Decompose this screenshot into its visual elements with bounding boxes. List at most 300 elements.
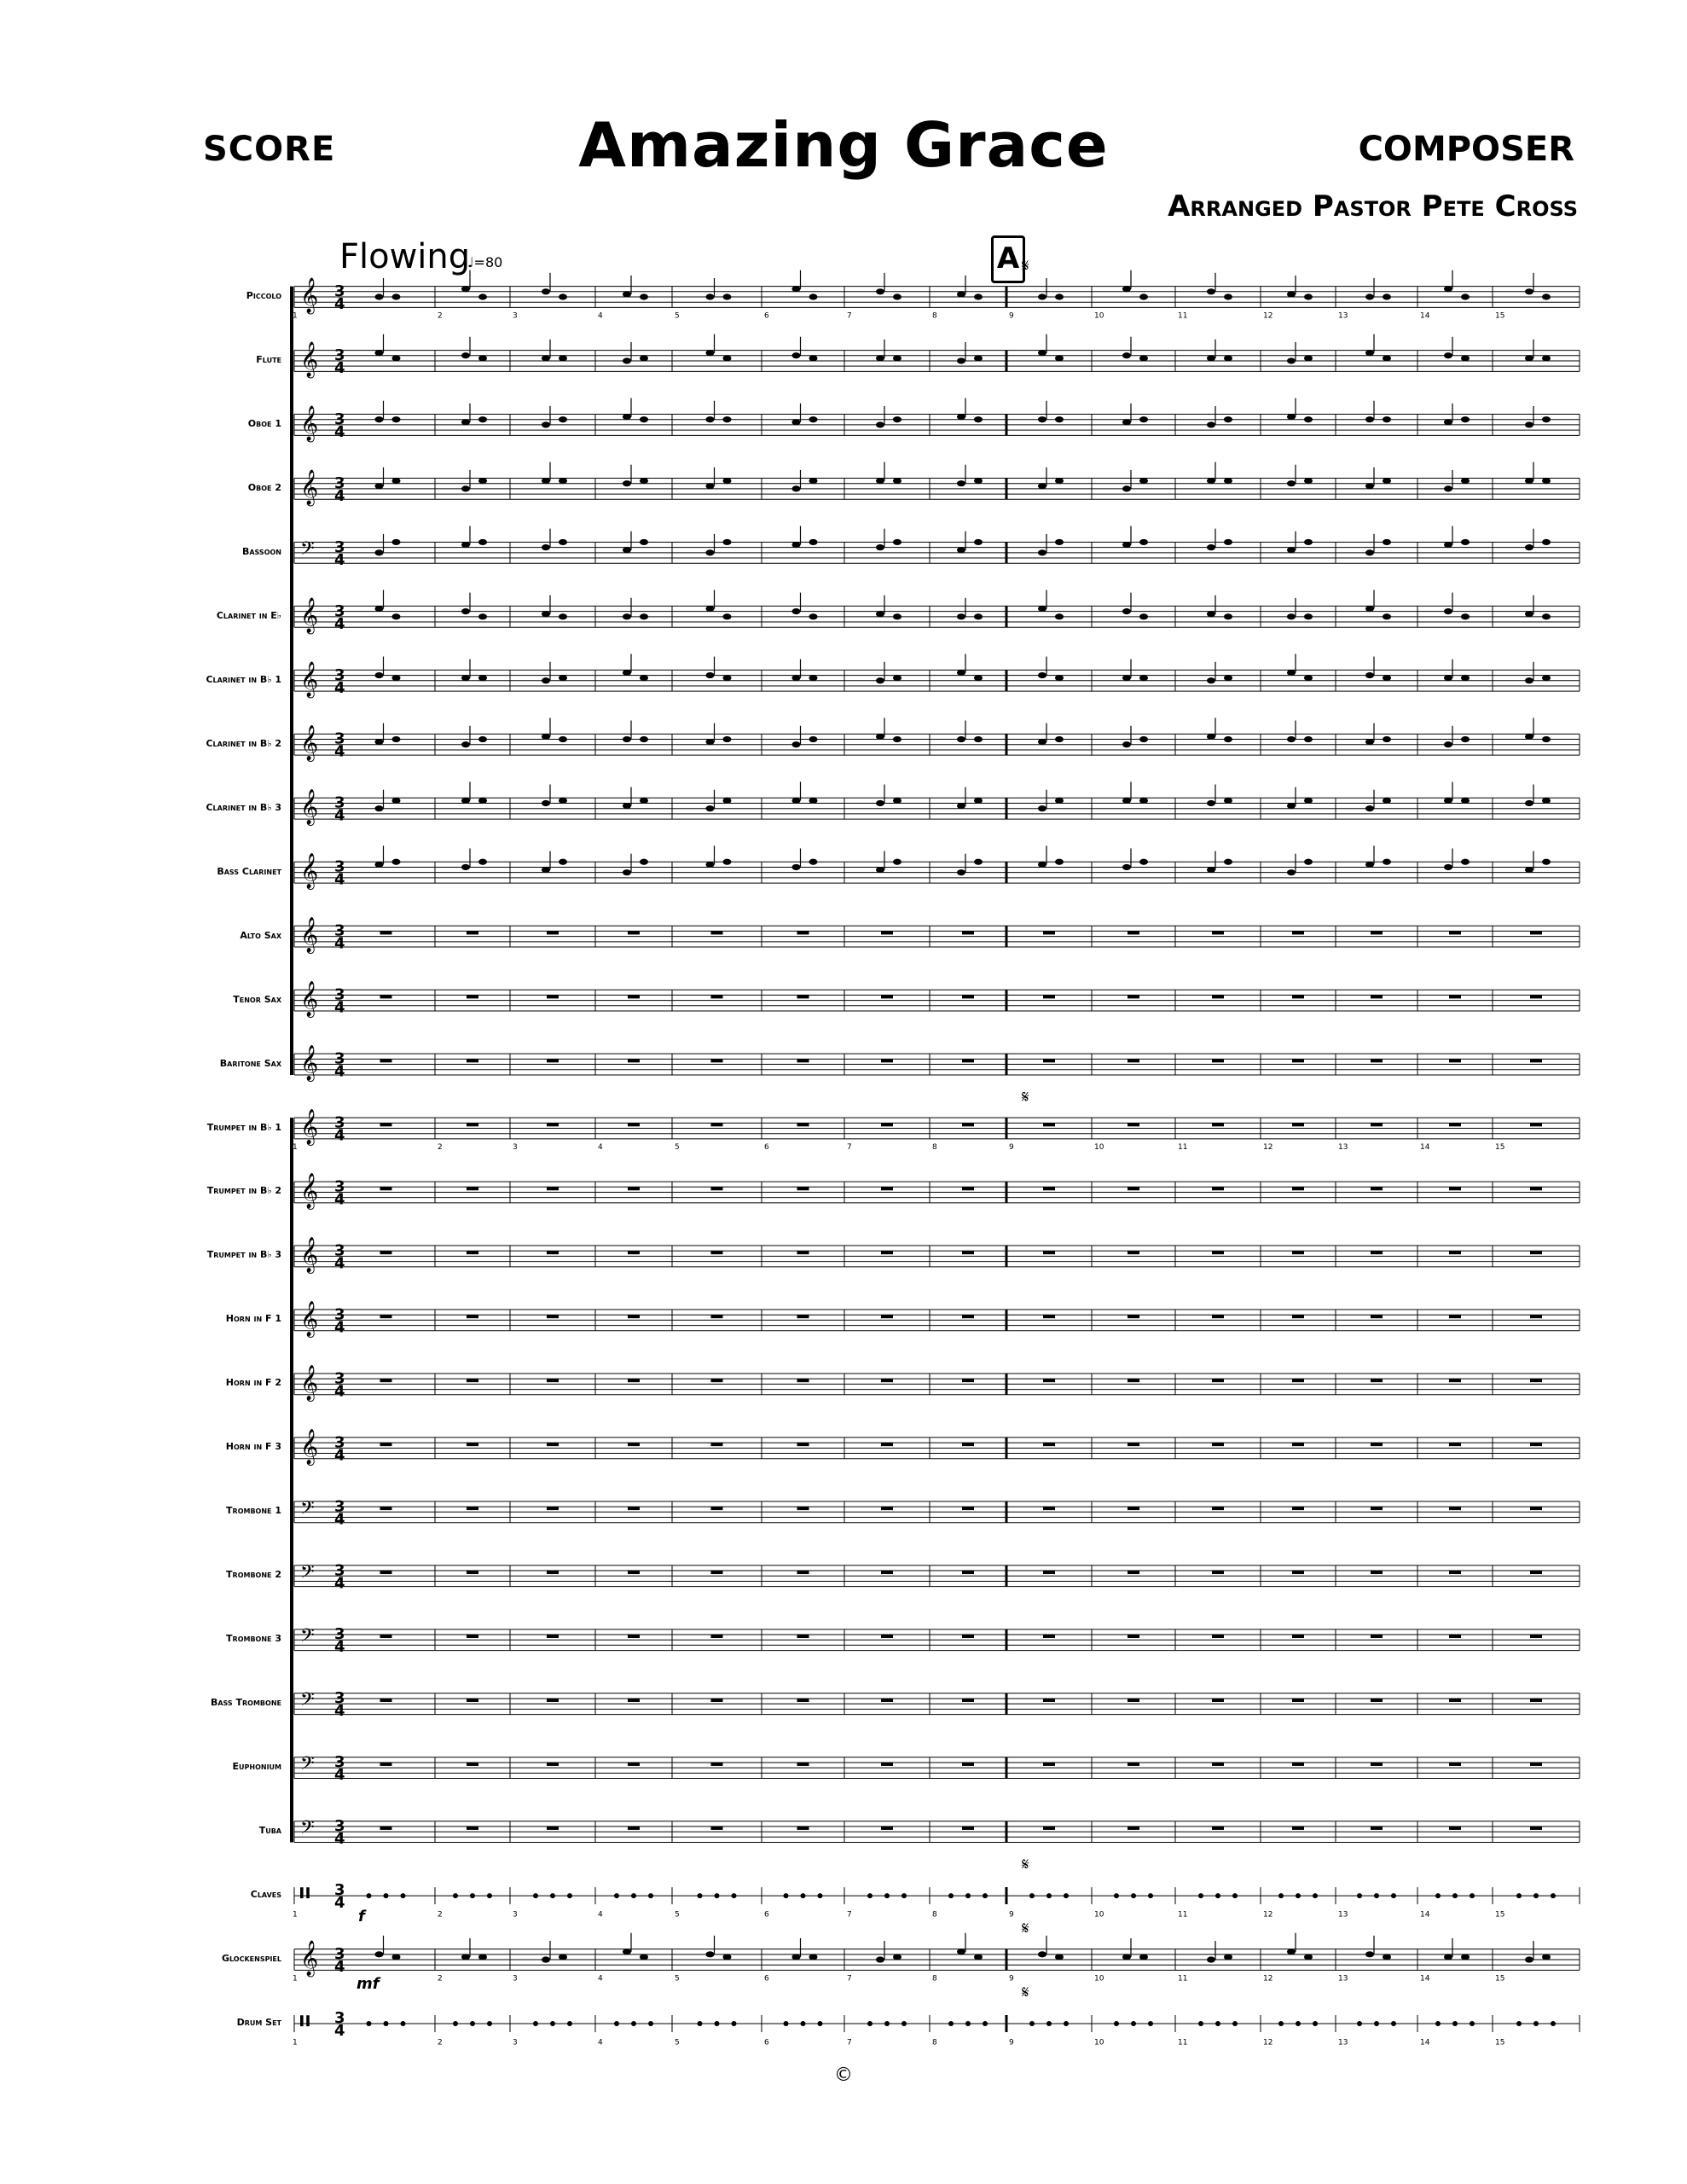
note-head <box>715 2021 720 2026</box>
whole-rest <box>1530 1763 1542 1766</box>
note-head <box>1224 416 1232 422</box>
note-head <box>640 355 648 361</box>
whole-rest <box>1128 1379 1139 1382</box>
time-signature-bottom: 4 <box>334 1894 345 1913</box>
time-signature-bottom: 4 <box>334 1766 345 1785</box>
note-head <box>1525 1956 1533 1962</box>
note-head <box>640 859 648 865</box>
note-head <box>375 739 384 745</box>
segno-icon: 𝄋 <box>1022 1982 1029 2002</box>
time-signature-top: 3 <box>334 601 345 620</box>
whole-rest <box>1371 1443 1383 1446</box>
clef-icon: 𝄞 <box>300 341 319 377</box>
whole-rest <box>711 1763 723 1766</box>
note-head <box>1357 2021 1362 2026</box>
note-head <box>1055 478 1064 484</box>
whole-rest <box>628 1827 640 1830</box>
clef-icon: 𝄞 <box>300 469 319 505</box>
note-head <box>1207 800 1215 806</box>
whole-rest <box>1449 1251 1461 1254</box>
whole-rest <box>467 1571 478 1574</box>
clef-icon: 𝄢 <box>300 1817 315 1844</box>
note-head <box>461 485 470 491</box>
note-head <box>1064 1893 1069 1898</box>
note-head <box>1461 355 1470 361</box>
clef-icon: 𝄞 <box>300 1365 319 1401</box>
note-head <box>375 606 384 612</box>
note-head <box>698 1893 703 1898</box>
note-head <box>1357 1893 1362 1898</box>
measure-number: 7 <box>847 1910 852 1920</box>
note-head <box>1114 2021 1119 2026</box>
whole-rest <box>962 931 974 934</box>
note-head <box>1148 2021 1153 2026</box>
time-signature-top: 3 <box>334 1433 345 1452</box>
note-head <box>706 1951 715 1957</box>
note-head <box>1055 613 1064 619</box>
note-head <box>392 478 401 484</box>
note-head <box>1525 677 1533 683</box>
measure-number: 9 <box>1009 311 1014 321</box>
whole-rest <box>962 1059 974 1062</box>
note-head <box>470 2021 475 2026</box>
note-head <box>1207 1956 1215 1962</box>
whole-rest <box>467 995 478 998</box>
measure-number: 4 <box>598 1974 603 1984</box>
time-signature-bottom: 4 <box>334 422 345 441</box>
whole-rest <box>881 1059 893 1062</box>
whole-rest <box>1530 1379 1542 1382</box>
measure-number: 10 <box>1094 311 1104 321</box>
whole-rest <box>1128 1251 1139 1254</box>
rehearsal-mark: A <box>991 235 1025 283</box>
note-head <box>631 2021 636 2026</box>
time-signature-top: 3 <box>334 1689 345 1708</box>
note-head <box>1383 416 1391 422</box>
whole-rest <box>1292 1123 1304 1126</box>
note-head <box>461 608 470 614</box>
note-head <box>1122 675 1131 681</box>
whole-rest <box>881 1571 893 1574</box>
note-head <box>1525 478 1533 484</box>
whole-rest <box>881 1827 893 1830</box>
note-head <box>478 1954 487 1960</box>
whole-rest <box>797 1315 809 1318</box>
whole-rest <box>711 1187 723 1190</box>
clef-icon: 𝄢 <box>300 1753 315 1780</box>
note-head <box>1365 293 1374 299</box>
note-head <box>974 293 983 299</box>
note-head <box>640 613 648 619</box>
clef-icon: 𝄥 <box>300 2005 310 2040</box>
whole-rest <box>881 1251 893 1254</box>
note-head <box>876 867 884 873</box>
instrument-label: Alto Sax <box>240 929 281 941</box>
whole-rest <box>1371 1827 1383 1830</box>
note-head <box>559 478 567 484</box>
whole-rest <box>1371 1379 1383 1382</box>
instrument-label: Baritone Sax <box>219 1057 281 1069</box>
note-head <box>1444 864 1452 870</box>
note-head <box>392 539 401 545</box>
whole-rest <box>628 1059 640 1062</box>
segno-icon: 𝄋 <box>1022 1854 1029 1875</box>
note-head <box>1224 798 1232 804</box>
whole-rest <box>1043 1635 1055 1638</box>
whole-rest <box>467 1507 478 1510</box>
note-head <box>1304 355 1313 361</box>
note-head <box>542 544 550 550</box>
whole-rest <box>547 1571 559 1574</box>
note-head <box>478 416 487 422</box>
whole-rest <box>1043 1763 1055 1766</box>
segno-icon: 𝄋 <box>1022 1918 1029 1939</box>
note-head <box>1055 1954 1064 1960</box>
note-head <box>1444 419 1452 425</box>
note-head <box>1224 1954 1232 1960</box>
whole-rest <box>547 931 559 934</box>
note-head <box>401 1893 406 1898</box>
note-head <box>1148 1893 1153 1898</box>
whole-rest <box>881 1315 893 1318</box>
whole-rest <box>797 1251 809 1254</box>
note-head <box>1038 549 1046 555</box>
note-head <box>1207 677 1215 683</box>
note-head <box>1139 859 1148 865</box>
note-head <box>801 1893 806 1898</box>
note-head <box>1278 2021 1284 2026</box>
whole-rest <box>1292 995 1304 998</box>
instrument-label: Horn in F 3 <box>225 1441 281 1453</box>
whole-rest <box>380 1507 392 1510</box>
composer-credit: COMPOSER <box>1358 130 1574 169</box>
whole-rest <box>797 1123 809 1126</box>
note-head <box>893 539 901 545</box>
whole-rest <box>711 1059 723 1062</box>
clef-icon: 𝄢 <box>300 1689 315 1716</box>
time-signature-top: 3 <box>334 921 345 940</box>
note-head <box>1055 539 1064 545</box>
time-signature-top: 3 <box>334 537 345 556</box>
whole-rest <box>1212 1635 1224 1638</box>
measure-number: 12 <box>1263 1142 1273 1152</box>
measure-number: 13 <box>1338 311 1348 321</box>
note-head <box>648 1893 653 1898</box>
note-head <box>550 1893 555 1898</box>
measure-number: 3 <box>513 1910 518 1920</box>
instrument-label: Oboe 1 <box>247 417 281 429</box>
note-head <box>648 2021 653 2026</box>
note-head <box>876 611 884 617</box>
note-head <box>640 1954 648 1960</box>
note-head <box>792 352 801 358</box>
note-head <box>957 736 965 742</box>
note-head <box>1207 355 1215 361</box>
note-head <box>809 478 818 484</box>
note-head <box>375 350 384 356</box>
note-head <box>1122 286 1131 292</box>
whole-rest <box>1128 1827 1139 1830</box>
note-head <box>1444 542 1452 548</box>
time-signature-top: 3 <box>334 473 345 492</box>
measure-number: 11 <box>1178 1974 1188 1984</box>
time-signature-top: 3 <box>334 1113 345 1132</box>
whole-rest <box>547 1507 559 1510</box>
note-head <box>784 2021 789 2026</box>
whole-rest <box>628 1763 640 1766</box>
note-head <box>792 1954 801 1960</box>
note-head <box>375 672 384 678</box>
instrument-label: Drum Set <box>236 2017 281 2028</box>
note-head <box>640 539 648 545</box>
measure-number: 2 <box>438 1142 443 1152</box>
note-head <box>1383 293 1391 299</box>
note-head <box>706 739 715 745</box>
note-head <box>367 1893 372 1898</box>
note-head <box>698 2021 703 2026</box>
whole-rest <box>628 1123 640 1126</box>
arranger-credit: Arranged Pastor Pete Cross <box>1168 189 1578 224</box>
note-head <box>974 355 983 361</box>
note-head <box>1313 1893 1318 1898</box>
time-signature-bottom: 4 <box>334 2022 345 2040</box>
whole-rest <box>1449 931 1461 934</box>
note-head <box>1365 862 1374 868</box>
note-head <box>809 613 818 619</box>
clef-icon: 𝄥 <box>300 1877 310 1913</box>
whole-rest <box>1292 1507 1304 1510</box>
whole-rest <box>797 1827 809 1830</box>
note-head <box>478 859 487 865</box>
whole-rest <box>962 1507 974 1510</box>
note-head <box>559 736 567 742</box>
time-signature-bottom: 4 <box>334 1574 345 1593</box>
note-head <box>1304 798 1313 804</box>
note-head <box>623 869 631 875</box>
note-head <box>1304 416 1313 422</box>
note-head <box>533 2021 538 2026</box>
whole-rest <box>881 931 893 934</box>
note-head <box>1365 350 1374 356</box>
instrument-label: Clarinet in B♭ 2 <box>206 737 281 749</box>
note-head <box>1542 859 1551 865</box>
whole-rest <box>1128 931 1139 934</box>
measure-number: 11 <box>1178 2038 1188 2048</box>
whole-rest <box>797 1571 809 1574</box>
measure-number: 7 <box>847 1142 852 1152</box>
note-head <box>1287 736 1296 742</box>
note-head <box>957 547 965 553</box>
time-signature-top: 3 <box>334 1305 345 1324</box>
clef-icon: 𝄞 <box>300 1173 319 1209</box>
whole-rest <box>628 1443 640 1446</box>
whole-rest <box>1371 931 1383 934</box>
whole-rest <box>1449 995 1461 998</box>
note-head <box>367 2021 372 2026</box>
note-head <box>1122 741 1131 747</box>
note-head <box>809 675 818 681</box>
note-head <box>965 1893 971 1898</box>
whole-rest <box>1449 1315 1461 1318</box>
whole-rest <box>797 1443 809 1446</box>
measure-number: 3 <box>513 311 518 321</box>
note-head <box>461 798 470 804</box>
note-head <box>809 355 818 361</box>
note-head <box>1139 798 1148 804</box>
note-head <box>974 859 983 865</box>
whole-rest <box>1292 1379 1304 1382</box>
whole-rest <box>1043 1315 1055 1318</box>
note-head <box>809 798 818 804</box>
note-head <box>559 355 567 361</box>
note-head <box>1139 293 1148 299</box>
whole-rest <box>1292 1251 1304 1254</box>
note-head <box>1452 1893 1458 1898</box>
whole-rest <box>1371 1763 1383 1766</box>
whole-rest <box>467 1443 478 1446</box>
whole-rest <box>1043 1699 1055 1702</box>
note-head <box>1391 1893 1396 1898</box>
time-signature-top: 3 <box>334 665 345 684</box>
note-head <box>1215 1893 1220 1898</box>
whole-rest <box>380 1251 392 1254</box>
note-head <box>1296 2021 1301 2026</box>
whole-rest <box>467 1123 478 1126</box>
whole-rest <box>1128 1315 1139 1318</box>
whole-rest <box>881 1379 893 1382</box>
whole-rest <box>1530 1123 1542 1126</box>
note-head <box>809 539 818 545</box>
note-head <box>1207 734 1215 740</box>
note-head <box>1287 1949 1296 1955</box>
note-head <box>893 859 901 865</box>
note-head <box>392 798 401 804</box>
note-head <box>974 736 983 742</box>
note-head <box>792 798 801 804</box>
whole-rest <box>711 1635 723 1638</box>
note-head <box>461 675 470 681</box>
note-head <box>1516 2021 1522 2026</box>
whole-rest <box>962 1187 974 1190</box>
whole-rest <box>1449 1123 1461 1126</box>
measure-number: 6 <box>764 2038 769 2048</box>
note-head <box>1533 2021 1539 2026</box>
note-head <box>1296 1893 1301 1898</box>
note-head <box>1064 2021 1069 2026</box>
measure-number: 2 <box>438 1910 443 1920</box>
note-head <box>1038 862 1046 868</box>
time-signature-bottom: 4 <box>334 1382 345 1401</box>
note-head <box>453 1893 458 1898</box>
note-head <box>1365 606 1374 612</box>
whole-rest <box>797 931 809 934</box>
whole-rest <box>711 1827 723 1830</box>
note-head <box>461 864 470 870</box>
measure-number: 1 <box>293 1142 298 1152</box>
whole-rest <box>1128 1763 1139 1766</box>
instrument-label: Piccolo <box>246 290 281 301</box>
note-head <box>1525 734 1533 740</box>
whole-rest <box>1449 1827 1461 1830</box>
note-head <box>567 1893 572 1898</box>
measure-number: 15 <box>1495 1910 1505 1920</box>
note-head <box>1055 355 1064 361</box>
note-head <box>706 862 715 868</box>
note-head <box>723 478 732 484</box>
note-head <box>1055 859 1064 865</box>
whole-rest <box>962 1315 974 1318</box>
note-head <box>1215 2021 1220 2026</box>
time-signature-bottom: 4 <box>334 550 345 569</box>
note-head <box>876 734 884 740</box>
measure-number: 13 <box>1338 1974 1348 1984</box>
note-head <box>1470 2021 1475 2026</box>
note-head <box>1461 613 1470 619</box>
time-signature-bottom: 4 <box>334 614 345 633</box>
note-head <box>392 675 401 681</box>
note-head <box>1029 2021 1035 2026</box>
note-head <box>623 291 631 297</box>
whole-rest <box>711 1507 723 1510</box>
time-signature-top: 3 <box>334 282 345 300</box>
note-head <box>893 416 901 422</box>
measure-number: 8 <box>932 311 937 321</box>
clef-icon: 𝄞 <box>300 278 319 313</box>
note-head <box>901 2021 907 2026</box>
note-head <box>809 736 818 742</box>
note-head <box>623 357 631 363</box>
note-head <box>559 859 567 865</box>
note-head <box>1046 1893 1052 1898</box>
clef-icon: 𝄞 <box>300 597 319 633</box>
instrument-label: Trumpet in B♭ 1 <box>206 1121 281 1133</box>
whole-rest <box>711 995 723 998</box>
measure-number: 14 <box>1420 1142 1430 1152</box>
note-head <box>1139 416 1148 422</box>
whole-rest <box>962 1443 974 1446</box>
note-head <box>723 293 732 299</box>
note-head <box>1207 544 1215 550</box>
note-head <box>1304 736 1313 742</box>
note-head <box>974 539 983 545</box>
note-head <box>1365 672 1374 678</box>
note-head <box>1551 2021 1556 2026</box>
note-head <box>640 675 648 681</box>
whole-rest <box>547 1187 559 1190</box>
whole-rest <box>1371 1315 1383 1318</box>
whole-rest <box>1449 1571 1461 1574</box>
whole-rest <box>467 1059 478 1062</box>
note-head <box>623 613 631 619</box>
note-head <box>818 2021 823 2026</box>
note-head <box>623 547 631 553</box>
whole-rest <box>881 995 893 998</box>
note-head <box>965 2021 971 2026</box>
note-head <box>1287 670 1296 676</box>
whole-rest <box>711 931 723 934</box>
time-signature-bottom: 4 <box>334 806 345 825</box>
note-head <box>1444 675 1452 681</box>
whole-rest <box>711 1315 723 1318</box>
note-head <box>1038 483 1046 489</box>
note-head <box>801 2021 806 2026</box>
time-signature-top: 3 <box>334 1561 345 1580</box>
note-head <box>1038 805 1046 811</box>
time-signature-bottom: 4 <box>334 295 345 313</box>
note-head <box>1461 416 1470 422</box>
time-signature-bottom: 4 <box>334 1190 345 1209</box>
whole-rest <box>380 931 392 934</box>
